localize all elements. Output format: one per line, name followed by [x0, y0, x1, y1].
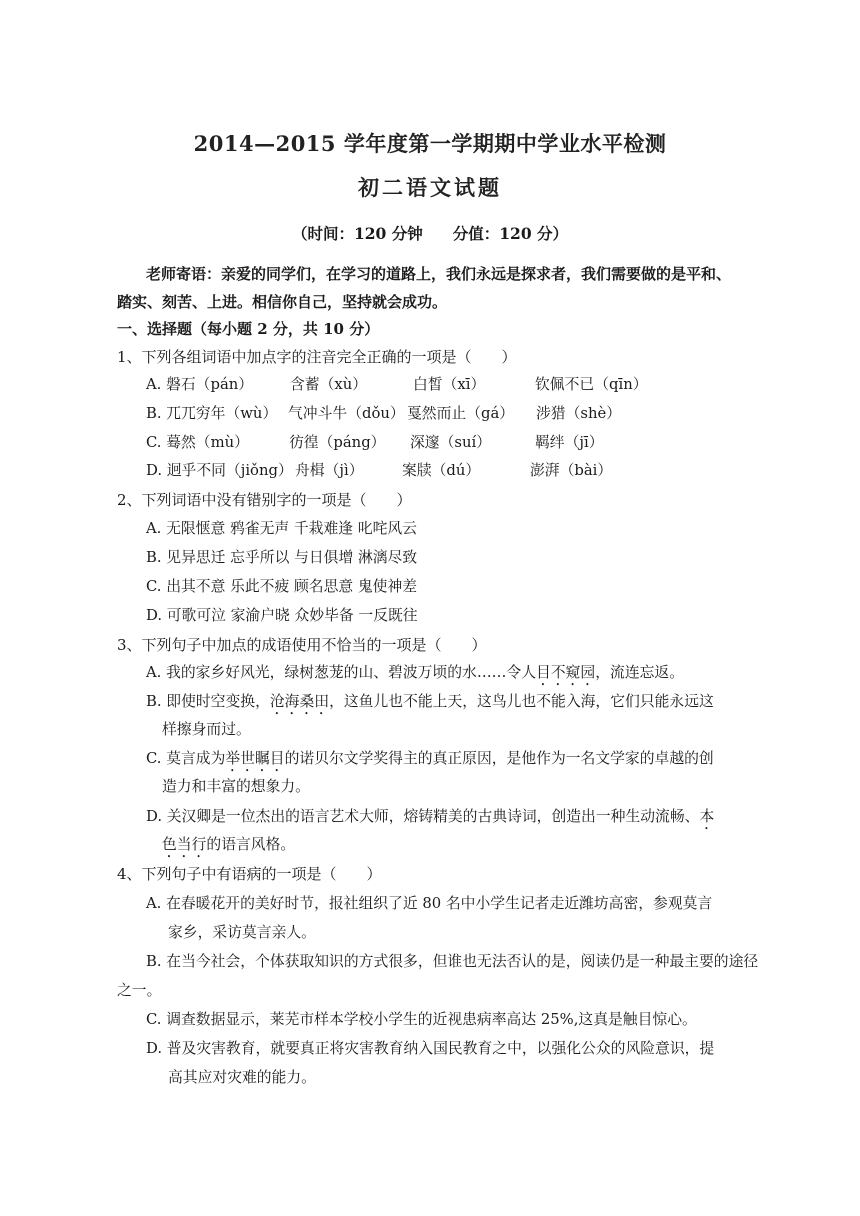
q1-option-c-3: 深邃（suí）: [410, 434, 492, 451]
q1-option-d-2: 舟楫（jì）: [295, 462, 364, 479]
q1-option-a-3: 白皙（xī）: [413, 376, 486, 393]
q4-option-a-cont: 家乡，采访莫言亲人。: [168, 924, 316, 941]
exam-info: [0, 222, 860, 244]
q3-d-text-end: 的语言风格。: [206, 836, 296, 853]
q2-option-b: B. 见异思迁 忘乎所以 与日俱增 淋漓尽致: [146, 549, 418, 566]
q1-option-d-1: D. 迥乎不同（jiǒng）: [146, 462, 293, 479]
q3-b-idiom: 沧海桑田: [269, 693, 330, 710]
q1-option-a-1: A. 磐石（pán）: [146, 376, 254, 393]
q3-c-idiom: 举世瞩目: [225, 750, 285, 767]
q3-b-text-end: ，这鱼儿也不能上天，这鸟儿也不能入海，它们只能永远这: [329, 693, 714, 710]
q1-option-b-3: 戛然而止（gá）: [407, 405, 515, 422]
q3-d-text: D. 关汉卿是一位杰出的语言艺术大师，熔铸精美的古典诗词，创造出一种生动流畅、: [146, 808, 700, 825]
preface-line-2: 踏实、刻苦、上进。相信你自己，坚持就会成功。: [117, 293, 448, 311]
q1-option-b-2: 气冲斗牛（dǒu）: [288, 405, 405, 422]
page-subtitle: 初二语文试题: [358, 175, 502, 200]
section-heading: 一、选择题（每小题 2 分，共 10 分）: [117, 320, 380, 338]
q4-option-d: D. 普及灾害教育，就要真正将灾害教育纳入国民教育之中，以强化公众的风险意识，提: [146, 1040, 715, 1057]
q1-option-a-4: 钦佩不已（qīn）: [535, 376, 648, 393]
q3-a-text-end: ，流连忘返。: [595, 664, 685, 681]
q3-c-text-end: 的诺贝尔文学奖得主的真正原因，是他作为一名文学家的卓越的创: [284, 750, 714, 767]
q1-option-d-3: 案牍（dú）: [402, 462, 481, 479]
q1-option-c-4: 羁绊（jī）: [535, 434, 604, 451]
q1-option-c-2: 彷徨（páng）: [289, 434, 386, 451]
q2-option-a: A. 无限惬意 鸦雀无声 千栽难逢 叱咤风云: [146, 520, 417, 537]
question-2-stem: 2、下列词语中没有错别字的一项是（ ）: [117, 491, 412, 509]
q1-option-b-4: 涉猎（shè）: [536, 405, 622, 422]
q2-option-d: D. 可歌可泣 家渝户晓 众妙毕备 一反既往: [146, 607, 418, 624]
question-1-stem: 1、下列各组词语中加点字的注音完全正确的一项是（ ）: [117, 348, 517, 366]
q4-option-a: A. 在春暖花开的美好时节，报社组织了近 80 名中小学生记者走近潍坊高密，参观莫言: [146, 895, 713, 912]
q4-option-b-cont: 之一。: [117, 982, 162, 999]
q1-option-c-1: C. 蓦然（mù）: [146, 434, 249, 451]
q3-option-b-cont: 样擦身而过。: [162, 721, 251, 738]
q3-option-a: [146, 662, 684, 689]
q1-option-a-2: 含蓄（xù）: [290, 376, 368, 393]
q3-d-idiom-end: 色当行: [162, 836, 207, 853]
q4-option-d-cont: 高其应对灾难的能力。: [168, 1069, 316, 1086]
q3-a-idiom: 目不窥园: [536, 664, 596, 681]
q3-b-text: B. 即使时空变换，: [146, 693, 270, 710]
question-4-stem: 4、下列句子中有语病的一项是（ ）: [117, 865, 382, 883]
q3-a-text: A. 我的家乡好风光，绿树葱茏的山、碧波万顷的水……令人: [146, 664, 537, 681]
q3-option-d-cont: [162, 834, 295, 861]
preface-line-1: 老师寄语：亲爱的同学们，在学习的道路上，我们永远是探求者，我们需要做的是平和、: [146, 265, 732, 283]
score-label: 分值：120 分）: [452, 224, 569, 243]
q1-option-d-4: 澎湃（bài）: [530, 462, 613, 479]
q3-d-idiom-start: 本: [699, 808, 715, 825]
q4-option-b: B. 在当今社会，个体获取知识的方式很多，但谁也无法否认的是，阅读仍是一种最主要的途径: [146, 953, 759, 970]
q3-c-text: C. 莫言成为: [146, 750, 226, 767]
q3-option-c: [146, 748, 714, 775]
q3-option-d: [146, 806, 714, 833]
q4-option-c: C. 调查数据显示，莱芜市样本学校小学生的近视患病率高达 25%,这真是触目惊心。: [146, 1011, 697, 1028]
page-title: 2014—2015 学年度第一学期期中学业水平检测: [193, 131, 667, 156]
q3-option-b: [146, 691, 714, 718]
time-label: （时间：120 分钟: [291, 224, 423, 243]
q3-option-c-cont: 造力和丰富的想象力。: [162, 778, 310, 795]
q1-option-b-1: B. 兀兀穷年（wù）: [146, 405, 278, 422]
q2-option-c: C. 出其不意 乐此不疲 顾名思意 鬼使神差: [146, 578, 418, 595]
question-3-stem: 3、下列句子中加点的成语使用不恰当的一项是（ ）: [117, 636, 487, 654]
